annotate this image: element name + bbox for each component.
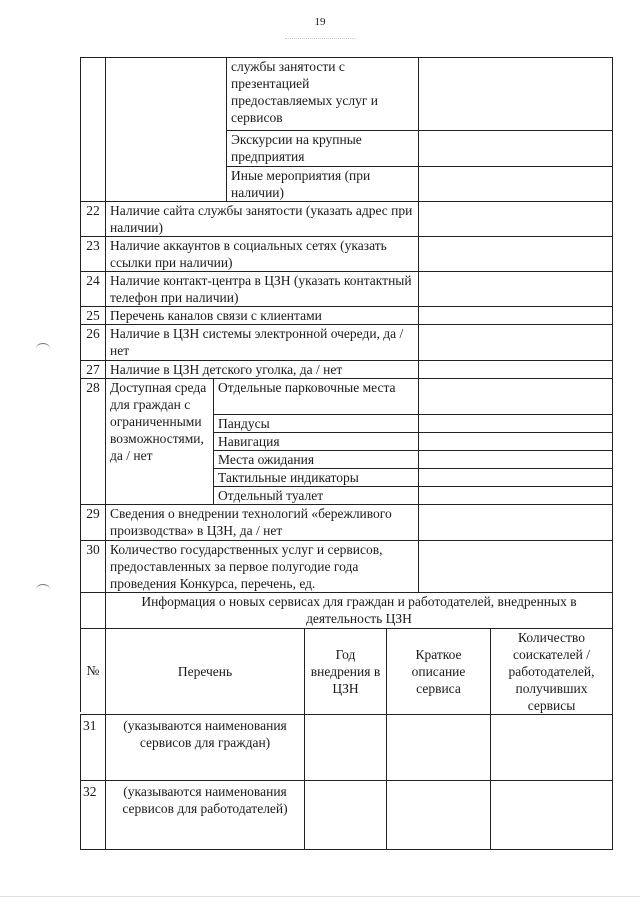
item-label: Места ожидания — [213, 450, 418, 468]
value-cell[interactable] — [418, 486, 613, 504]
value-cell[interactable] — [386, 780, 490, 849]
item-label: Навигация — [213, 432, 418, 450]
column-header-count: Количество соискателей / работодателей, получивших сервисы — [490, 628, 613, 714]
row-number-cell — [80, 130, 105, 166]
row-label: Наличие контакт-центра в ЦЗН (указать контактный телефон при наличии) — [105, 271, 418, 306]
section-title: Информация о новых сервисах для граждан и работодателей, внедренных в деятельность ЦЗН — [105, 592, 613, 628]
value-cell[interactable] — [418, 432, 613, 450]
row-label: (указываются наименования сервисов для работодателей) — [105, 780, 304, 849]
column-header-description: Краткое описание сервиса — [386, 628, 490, 714]
row-label: Наличие сайта службы занятости (указать адрес при наличии) — [105, 201, 418, 236]
table-row — [80, 540, 613, 592]
accessibility-items — [213, 378, 613, 504]
value-cell[interactable] — [418, 450, 613, 468]
value-cell[interactable] — [418, 201, 613, 236]
form-table — [80, 57, 613, 850]
row-label: Доступная среда для граждан с ограниченными возможностями, да / нет — [105, 378, 213, 504]
value-cell[interactable] — [418, 166, 613, 201]
table-row — [80, 58, 613, 130]
row-label: Наличие в ЦЗН системы электронной очереди, да / нет — [105, 324, 418, 360]
row-number: 26 — [80, 324, 105, 360]
row-number: 25 — [80, 306, 105, 324]
row-number: 22 — [80, 201, 105, 236]
table-row — [80, 504, 613, 540]
table-row — [213, 468, 613, 486]
value-cell[interactable] — [418, 324, 613, 360]
row-label: Сведения о внедрении технологий «бережливого производства» в ЦЗН, да / нет — [105, 504, 418, 540]
table-row — [80, 236, 613, 271]
value-cell[interactable] — [418, 236, 613, 271]
row-number: 24 — [80, 271, 105, 306]
row-number: 30 — [80, 540, 105, 592]
value-cell[interactable] — [304, 714, 386, 780]
row-label-cell — [105, 166, 226, 201]
value-cell[interactable] — [418, 130, 613, 166]
value-cell[interactable] — [418, 468, 613, 486]
row-number: 29 — [80, 504, 105, 540]
value-cell[interactable] — [418, 58, 613, 130]
item-label: Пандусы — [213, 414, 418, 432]
table-row — [80, 780, 613, 849]
table-row — [213, 432, 613, 450]
value-cell[interactable] — [418, 271, 613, 306]
row-label-cell — [105, 58, 226, 130]
row-number: 27 — [80, 360, 105, 378]
value-cell[interactable] — [418, 378, 613, 414]
item-label: Тактильные индикаторы — [213, 468, 418, 486]
column-header-number: № — [80, 628, 105, 712]
row-label: Наличие в ЦЗН детского уголка, да / нет — [105, 360, 418, 378]
row-label: Наличие аккаунтов в социальных сетях (указать ссылки при наличии) — [105, 236, 418, 271]
row-sublabel-cell: Иные мероприятия (при наличии) — [226, 166, 418, 201]
value-cell[interactable] — [386, 714, 490, 780]
row-label: Количество государственных услуг и сервисов, предоставленных за первое полугодие года проведения Конкурса, перечень, ед. — [105, 540, 418, 592]
table-row — [80, 378, 613, 504]
row-number: 23 — [80, 236, 105, 271]
row-sublabel-cell: службы занятости с презентацией предоставляемых услуг и сервисов — [226, 58, 418, 130]
value-cell[interactable] — [490, 714, 613, 780]
punch-hole-mark — [36, 584, 50, 595]
table-row — [80, 592, 613, 628]
table-row — [80, 130, 613, 166]
column-header-list: Перечень — [105, 628, 304, 714]
table-row — [213, 486, 613, 504]
table-header-row — [80, 628, 613, 714]
table-row — [80, 714, 613, 780]
page-edge-line — [0, 896, 640, 897]
table-row — [80, 166, 613, 201]
table-row — [213, 414, 613, 432]
value-cell[interactable] — [418, 306, 613, 324]
value-cell[interactable] — [418, 540, 613, 592]
row-number: 31 — [80, 714, 105, 780]
table-row — [213, 450, 613, 468]
row-sublabel-cell: Экскурсии на крупные предприятия — [226, 130, 418, 166]
value-cell[interactable] — [418, 360, 613, 378]
table-row — [80, 201, 613, 236]
item-label: Отдельный туалет — [213, 486, 418, 504]
row-label: Перечень каналов связи с клиентами — [105, 306, 418, 324]
item-label: Отдельные парковочные места — [213, 378, 418, 414]
table-row — [80, 271, 613, 306]
row-number-cell — [80, 166, 105, 201]
value-cell[interactable] — [418, 504, 613, 540]
faint-stamp — [285, 32, 355, 39]
row-label: (указываются наименования сервисов для граждан) — [105, 714, 304, 780]
value-cell[interactable] — [304, 780, 386, 849]
row-number: 28 — [80, 378, 105, 504]
table-row — [80, 306, 613, 324]
row-number-cell — [80, 58, 105, 130]
column-header-year: Год внедрения в ЦЗН — [304, 628, 386, 714]
page-number: 19 — [314, 16, 326, 28]
row-label-cell — [105, 130, 226, 166]
row-number-cell — [80, 592, 105, 628]
value-cell[interactable] — [490, 780, 613, 849]
table-row — [80, 324, 613, 360]
table-row — [213, 378, 613, 414]
table-row — [80, 360, 613, 378]
punch-hole-mark — [36, 343, 50, 354]
row-number: 32 — [80, 780, 105, 849]
value-cell[interactable] — [418, 414, 613, 432]
